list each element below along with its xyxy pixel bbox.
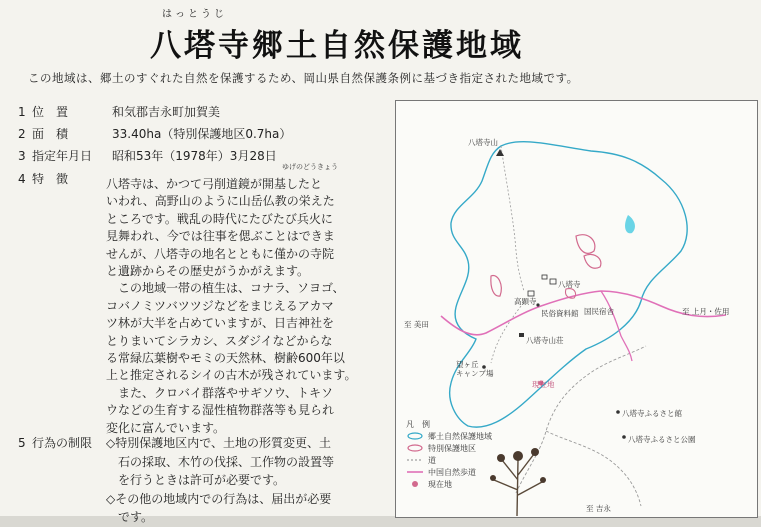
- title-ruby: はっとうじ: [162, 9, 227, 20]
- label-current: 現在地: [532, 380, 555, 389]
- trail-swatch: [406, 468, 424, 476]
- info-label: 特 徴: [32, 172, 69, 186]
- label-to-mimata: 至 美田: [404, 320, 429, 329]
- info-num: 5: [18, 436, 26, 450]
- special-zone-swatch: [406, 444, 424, 452]
- label-peak: 八塔寺山: [468, 138, 498, 147]
- label-furusato-kan: 八塔寺ふるさと館: [622, 409, 682, 418]
- legend-label: 道: [428, 455, 436, 465]
- lodge-marker: [519, 333, 524, 337]
- feature-ruby: ゆげのどうきょう: [282, 163, 338, 171]
- special-zone: [576, 235, 595, 254]
- info-num: 1: [18, 105, 26, 119]
- legend-label: 特別保護地区: [428, 443, 476, 453]
- info-value: 和気郡吉永町加賀美: [112, 105, 221, 119]
- nature-trail: [601, 291, 632, 361]
- info-row-location: [18, 103, 220, 120]
- label-lodge: 国民宿舎: [584, 307, 614, 316]
- info-value: 33.40ha（特別保護地区0.7ha）: [112, 127, 292, 141]
- info-row-features: [18, 170, 112, 187]
- label-museum: 民俗資料館: [541, 309, 579, 318]
- legend-item: [406, 430, 492, 442]
- area-map: [395, 100, 758, 518]
- legend-label: 中国自然歩道: [428, 467, 476, 477]
- info-value: 昭和53年（1978年）3月28日: [112, 149, 277, 163]
- special-zone: [491, 276, 501, 297]
- legend-item: [406, 478, 492, 490]
- road: [491, 306, 521, 363]
- road: [546, 431, 641, 506]
- temple-marker: [550, 279, 556, 284]
- restriction-label: [18, 434, 92, 451]
- info-label: 指定年月日: [32, 149, 93, 163]
- restriction-text: ◇特別保護地区内で、土地の形質変更、土 石の採取、木竹の伐採、工作物の設置等 を行うときは許可が必要です。 ◇その他の地域内での行為は、届出が必要 です。: [106, 436, 335, 524]
- label-hattoji: 八塔寺: [558, 280, 581, 289]
- current-location-swatch: [406, 480, 424, 488]
- wetland: [625, 215, 635, 233]
- furusato-koen-marker: [622, 435, 626, 439]
- restriction-title: 行為の制限: [32, 436, 93, 450]
- label-furusato-koen: 八塔寺ふるさと公園: [628, 435, 696, 444]
- info-num: 2: [18, 127, 26, 141]
- boundary-swatch: [406, 432, 424, 440]
- info-num: 3: [18, 149, 26, 163]
- legend-item: [406, 442, 492, 454]
- info-row-date: [18, 147, 277, 164]
- legend-title: 凡 例: [406, 419, 430, 429]
- peak-marker: [496, 149, 504, 156]
- label-sanso: 八塔寺山荘: [526, 336, 564, 345]
- legend-label: 現在地: [428, 479, 452, 489]
- label-kofukuji: 高顕寺: [514, 297, 537, 306]
- feature-text: 八塔寺は、かつて弓削道鏡が開基したと いわれ、高野山のように山岳仏教の栄えた ところです。戦乱の時代にたびたび兵火に 見舞われ、今では往事を偲ぶことはできま せんが、八塔寺の地名とともに僅かの寺院 と遺跡からその歴史がうかがえます。 この地域一帯の植生は、コナラ、ソヨゴ、 コバノミツバツツジなどをまじえるアカマ ツ林が大半を占めていますが、日吉神社を とりまいてシラカシ、スダジイなどからな る常緑広葉樹やモミの天然林、樹齢600年以 上と推定されるシイの古木が残されています。 また、クロバイ群落やサギソウ、トキソ ウなどの生育する湿性植物群落等も見られ 変化に富んでいます。: [106, 177, 357, 435]
- road-swatch: [406, 456, 424, 464]
- legend-item: [406, 454, 492, 466]
- dry-plant-foreground: [482, 440, 552, 516]
- label-camp: 望ヶ丘 キャンプ場: [456, 360, 494, 378]
- furusato-kan-marker: [616, 410, 620, 414]
- info-label: 面 積: [32, 127, 69, 141]
- special-zone: [584, 254, 601, 268]
- info-row-area: [18, 125, 291, 142]
- info-num: 4: [18, 172, 26, 186]
- label-to-ueto: 至 上月・佐用: [682, 307, 730, 316]
- info-label: 位 置: [32, 105, 69, 119]
- map-legend: [406, 418, 492, 490]
- label-to-yoshinaga: 至 吉永: [586, 504, 611, 513]
- temple-marker: [542, 275, 547, 279]
- road: [501, 146, 524, 291]
- legend-item: [406, 466, 492, 478]
- intro-text: この地域は、郷土のすぐれた自然を保護するため、岡山県自然保護条例に基づき指定された地域です。: [28, 71, 579, 85]
- legend-label: 郷土自然保護地域: [428, 431, 492, 441]
- page-title: 八塔寺郷土自然保護地域: [150, 28, 524, 64]
